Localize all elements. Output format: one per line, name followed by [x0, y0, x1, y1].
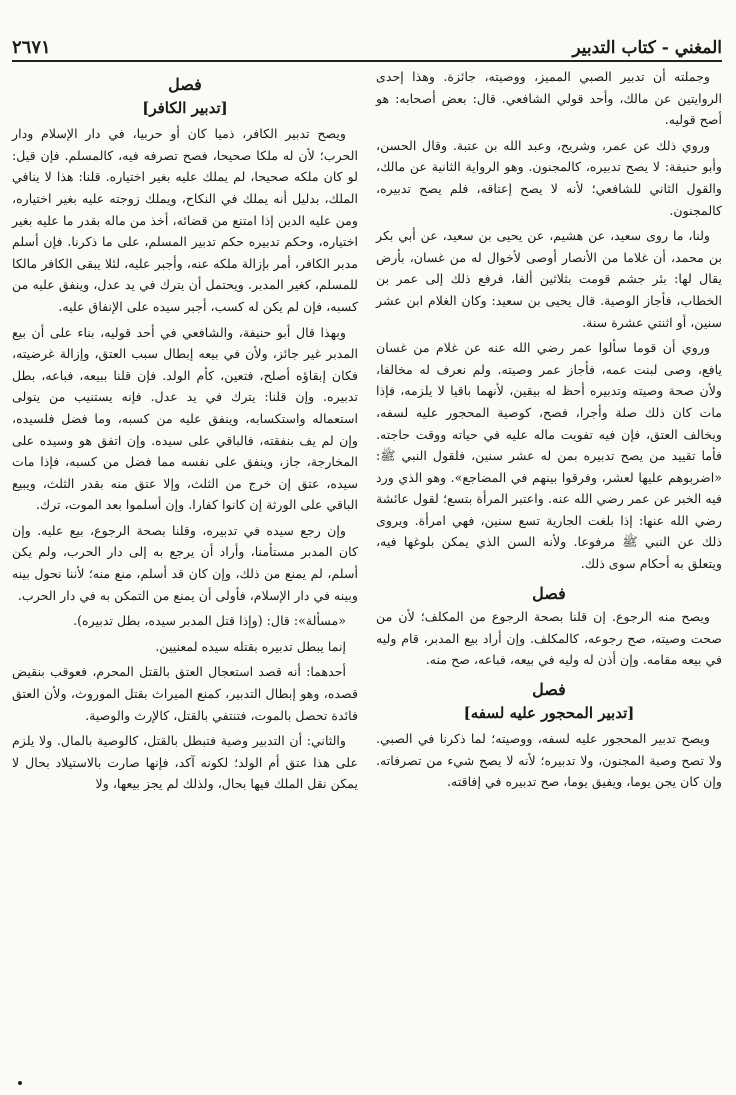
section-heading: فصل: [532, 583, 566, 603]
paragraph: ولنا، ما روى سعيد، عن هشيم، عن يحيى بن سعيد، عن أبي بكر بن محمد، أن غلاما من الأنصار أوصى لأخوال له من غسان، بأرض يقال لها: بئر جشم قومت بثلاثين ألفا، فرفع ذلك إلى عمر بن الخطاب، فأجاز الوصية. قال يحيى بن سعيد: وكان الغلام ابن عشر سنين، أو اثنتي عشرة سنة.: [376, 228, 722, 330]
paragraph: ويصح منه الرجوع. إن قلنا بصحة الرجوع من المكلف؛ لأن من صحت وصيته، صح رجوعه، كالمكلف. وإن أراد بيع المدبر، قام وليه في بيعه مقامه. وإن أذن له وليه في بيعه، فباعه، صح منه.: [376, 609, 722, 668]
chapter-title: كتاب التدبير: [572, 38, 656, 58]
section-subheading: [تدبير الكافر]: [142, 98, 228, 117]
right-column: [376, 66, 722, 797]
paragraph: ويصح تدبير المحجور عليه لسفه، ووصيته؛ لما ذكرنا في الصبي. ولا تصح وصية المجنون، ولا تدبيره؛ لأنه لا يصح شيء من تصرفاته. وإن كان يجن يوما، ويفيق يوما، صح تدبيره في إفاقته.: [376, 731, 722, 790]
paragraph: والثاني: أن التدبير وصية فتبطل بالقتل، كالوصية بالمال. ولا يلزم على هذا عتق أم الولد؛ لكونه آكد، فإنها صارت بالاستيلاد بحال لا يمكن نقل الملك فيها بحال، ولذلك لم يجز بيعها، ولا: [12, 733, 358, 792]
section-heading: فصل: [168, 75, 202, 94]
title-separator: -: [655, 38, 675, 58]
paragraph: وإن رجع سيده في تدبيره، وقلنا بصحة الرجوع، بيع عليه. وإن كان المدبر مستأمنا، وأراد أن يرجع به إلى دار الحرب، ولم يكن أسلم، لم يمنع من ذلك، وإن كان قد أسلم، منع منه؛ لأننا نحول بينه وبينه في دار الإسلام، فأولى أن يمنع من التمكن به في دار الحرب.: [12, 522, 358, 603]
section-subheading: [تدبير المحجور عليه لسفه]: [463, 703, 635, 722]
page-number: ٢٦٧١: [12, 37, 51, 58]
paragraph: ويصح تدبير الكافر، ذميا كان أو حربيا، في دار الإسلام ودار الحرب؛ لأن له ملكا صحيحا، فصح تصرفه فيه، كالمسلم. فإن قيل: لو كان ملكه صحيحا، لم يملك عليه بغير اختياره. قلنا: هذا لا ينافي الملك، بدليل أنه يملك في النكاح، ويملك زوجته عليه بغير اختياره، ومن عليه الدين إذا امتنع من قضائه، أخذ من ماله بقدر ما عليه بغير اختياره، وحكم تدبيره حكم تدبير المسلم، على ما ذكرنا. فإن أسلم مدبر الكافر، أمر بإزالة ملكه عنه، وأجبر عليه، لئلا يبقى الكافر مالكا للمسلم، كغير المدبر. ويحتمل أن يترك في يد عدل، وينفق عليه من كسبه، فإن لم يكن له كسب، أجبر سيده على الإنفاق عليه.: [12, 126, 358, 314]
paragraph: وروي أن قوما سألوا عمر رضي الله عنه عن غلام من غسان يافع، وصى لبنت عمه، فأجاز عمر وصيته. ولم نعرف له مخالفا، ولأن صحة وصيته وتدبيره أحظ له بيقين، لأنهما باقيا لا يلزمه، فإذا مات كان ذلك صلة وأجرا، فصح، كوصية المحجور عليه لسفه، ويخالف العتق، فإن فيه تفويت ماله عليه في حياته ووقت حاجته. فأما تقييد من يصح تدبيره بمن له عشر سنين، فلقول النبي ﷺ: «اضربوهم عليها لعشر، وفرقوا بينهم في المضاجع». وهو الذي ورد فيه الخبر عن عمر رضي الله عنه. واعتبر المرأة بتسع؛ لقول عائشة رضي الله عنها: إذا بلغت الجارية تسع سنين، فهي امرأة. ويروى ذلك عن النبي ﷺ مرفوعا. ولأنه السن الذي يمكن بلوغها فيه، ويتعلق به أحكام سوى ذلك.: [376, 340, 722, 572]
paragraph: أحدهما: أنه قصد استعجال العتق بالقتل المحرم، فعوقب بنقيض قصده، وهو إبطال التدبير، كمنع الميراث بقتل الموروث، ولأن العتق فائدة تحصل بالموت، فتنتفي بالقتل، كالإرث والوصية.: [12, 664, 358, 723]
paragraph: «مسألة»: قال: (وإذا قتل المدبر سيده، بطل تدبيره).: [73, 613, 346, 629]
paragraph: وجملته أن تدبير الصبي المميز، ووصيته، جائزة. وهذا إحدى الروايتين عن مالك، وأحد قولي الشافعي. قال: بعض أصحابه: هو أصح قوليه.: [376, 69, 722, 128]
section-heading: فصل: [532, 680, 566, 700]
left-column: [12, 66, 358, 799]
running-title: [572, 38, 722, 58]
paragraph: وروي ذلك عن عمر، وشريح، وعبد الله بن عتبة. وقال الحسن، وأبو حنيفة: لا يصح تدبيره، كالمجنون. وهو الرواية الثانية عن مالك، والقول الثاني للشافعي؛ لأنه لا يصح إعتاقه، فلم يصح تدبيره، كالمجنون.: [376, 137, 722, 218]
paragraph: وبهذا قال أبو حنيفة، والشافعي في أحد قوليه، بناء على أن بيع المدبر غير جائز، ولأن في بيعه إبطال سبب العتق، وإزالة غرضيته، فكان إبقاؤه أصلح، فتعين، كأم الولد. فإن قلنا ببيعه، فباعه، بطل تدبيره. وإن قلنا: يترك في يد عدل. فإنه يستنيب من يتولى استعماله واستكسابه، وينفق عليه من كسبه، وما فضل فلسيده، وإن لم يف بنفقته، فالباقي على سيده. وإن اتفق هو وسيده على المخارجة، جاز، وينفق على نفسه مما فضل من كسبه، فإذا مات سيده، عتق إن خرج من الثلث، وإلا عتق منه بقدر الثلث، ويبيع الباقي على الورثة إن كانوا كفارا. وإن أسلموا بعد الموت، ترك.: [12, 324, 358, 513]
page-dot: [18, 1081, 22, 1085]
book-title: المغني: [674, 38, 722, 58]
page-header: [12, 34, 722, 62]
paragraph: إنما يبطل تدبيره بقتله سيده لمعنيين.: [155, 638, 346, 654]
